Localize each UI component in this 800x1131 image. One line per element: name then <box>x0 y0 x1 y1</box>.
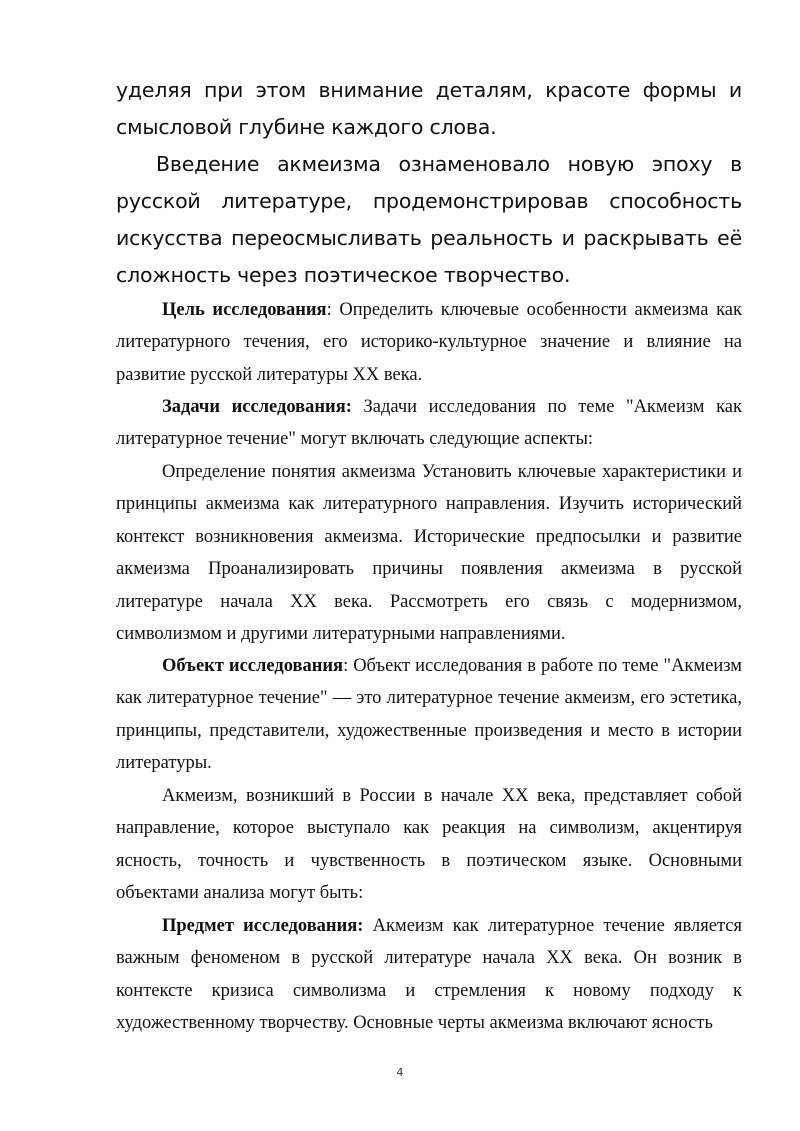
page-number: 4 <box>396 1066 404 1079</box>
paragraph-research-tasks <box>116 391 742 456</box>
paragraph-research-goal <box>116 294 742 391</box>
paragraph-research-subject <box>116 910 742 1040</box>
paragraph-research-object <box>116 650 742 780</box>
paragraph-text: Введение акмеизма ознаменовало новую эпоху в русской литературе, продемонстрировав способность искусства переосмысливать реальность и раскрывать её сложность через поэтическое творчество. <box>116 152 742 287</box>
object-text: : Объект исследования в работе по теме "Акмеизм как литературное течение" — это литературное течение акмеизм, его эстетика, принципы, представители, художественные произведения и место в истории литературы. <box>116 656 742 774</box>
paragraph-text: Акмеизм, возникший в России в начале XX века, представляет собой направление, которое выступало как реакция на символизм, акцентируя ясность, точность и чувственность в поэтическом языке. Основными объектами анализа могут быть: <box>116 786 742 904</box>
paragraph-acmeism-introduction <box>116 146 742 294</box>
goal-text: : Определить ключевые особенности акмеизма как литературного течения, его историко-культурное значение и влияние на развитие русской литературы XX века. <box>116 300 742 385</box>
paragraph-acmeism-definition <box>116 780 742 910</box>
paragraph-tasks-detail <box>116 456 742 650</box>
object-label: Объект исследования <box>162 656 344 676</box>
tasks-label: Задачи исследования: <box>162 397 352 417</box>
subject-label: Предмет исследования: <box>162 916 364 936</box>
tasks-text: Задачи исследования по теме "Акмеизм как литературное течение" могут включать следующие аспекты: <box>116 397 743 450</box>
subject-text: Акмеизм как литературное течение является важным феноменом в русской литературе начала XX века. Он возник в контексте кризиса символизма и стремления к новому подходу к художественному творчеству. Основные черты акмеизма включают ясность <box>116 916 742 1034</box>
paragraph-text: уделяя при этом внимание деталям, красоте формы и смысловой глубине каждого слова. <box>116 78 742 139</box>
paragraph-text: Определение понятия акмеизма Установить ключевые характеристики и принципы акмеизма как литературного направления. Изучить исторический контекст возникновения акмеизма. Исторические предпосылки и развитие акмеизма Проанализировать причины появления акмеизма в русской литературе начала XX века. Рассмотреть его связь с модернизмом, символизмом и другими литературными направлениями. <box>116 462 742 645</box>
paragraph-intro-continuation <box>116 72 742 146</box>
goal-label: Цель исследования <box>162 300 327 320</box>
